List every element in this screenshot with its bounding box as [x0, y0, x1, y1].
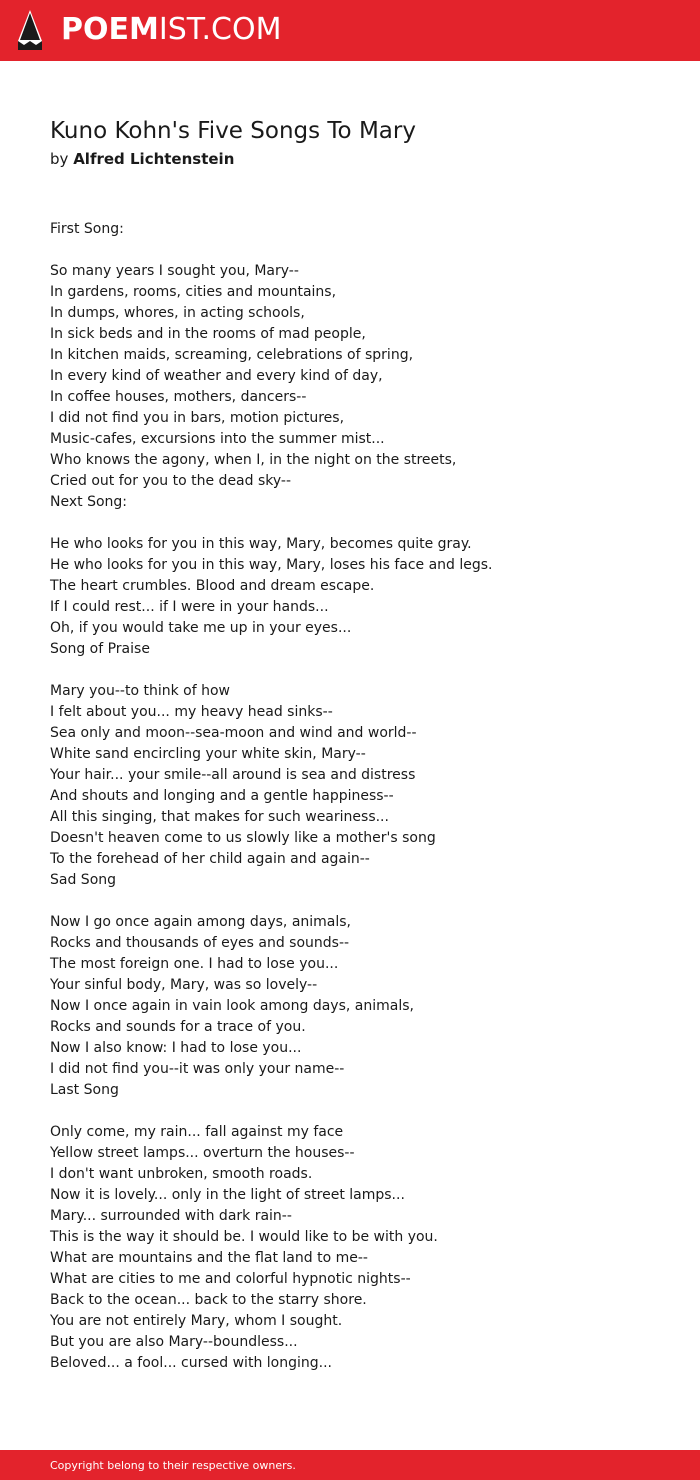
author-name: Alfred Lichtenstein: [73, 150, 235, 168]
site-logo[interactable]: [61, 12, 281, 48]
poem-line: Now it is lovely... only in the light of street lamps...: [50, 1187, 405, 1203]
poem-line: To the forehead of her child again and again--: [50, 851, 370, 867]
poem-line: But you are also Mary--boundless...: [50, 1334, 298, 1350]
poem-line: I don't want unbroken, smooth roads.: [50, 1166, 313, 1182]
poem-line: You are not entirely Mary, whom I sought.: [50, 1313, 343, 1329]
poem-line: First Song:: [50, 221, 124, 237]
poem-line: The heart crumbles. Blood and dream escape.: [50, 578, 375, 594]
poem-line: He who looks for you in this way, Mary, becomes quite gray.: [50, 536, 472, 552]
poem-line: In sick beds and in the rooms of mad people,: [50, 326, 366, 342]
logo-bold-text: POEM: [61, 12, 159, 47]
stanza-break: [50, 240, 670, 261]
poem-line: Beloved... a fool... cursed with longing...: [50, 1355, 332, 1371]
poem-line: Now I once again in vain look among days, animals,: [50, 998, 414, 1014]
poem-line: Sad Song: [50, 872, 117, 888]
poem-line: The most foreign one. I had to lose you...: [50, 956, 339, 972]
poem-line: Back to the ocean... back to the starry shore.: [50, 1292, 367, 1308]
copyright-notice: Copyright belong to their respective owners.: [50, 1459, 296, 1472]
poem-line: Yellow street lamps... overturn the houses--: [50, 1145, 355, 1161]
by-label: by: [50, 150, 69, 168]
poem-line: I felt about you... my heavy head sinks--: [50, 704, 333, 720]
stanza-break: [50, 660, 670, 681]
poem-line: Who knows the agony, when I, in the night on the streets,: [50, 452, 457, 468]
site-header: [0, 0, 700, 61]
poem-line: If I could rest... if I were in your hands...: [50, 599, 329, 615]
poem-line: Last Song: [50, 1082, 119, 1098]
poem-line: Rocks and sounds for a trace of you.: [50, 1019, 306, 1035]
poem-line: Song of Praise: [50, 641, 150, 657]
poem-line: I did not find you in bars, motion pictures,: [50, 410, 345, 426]
stanza-break: [50, 513, 670, 534]
poem-line: And shouts and longing and a gentle happiness--: [50, 788, 394, 804]
pencil-tip-icon[interactable]: [17, 9, 43, 51]
poem-line: All this singing, that makes for such weariness...: [50, 809, 389, 825]
site-footer: [0, 1450, 700, 1480]
poem-line: In every kind of weather and every kind of day,: [50, 368, 383, 384]
poem-line: I did not find you--it was only your name--: [50, 1061, 345, 1077]
poem-line: In gardens, rooms, cities and mountains,: [50, 284, 337, 300]
poem-line: White sand encircling your white skin, Mary--: [50, 746, 366, 762]
poem-line: Cried out for you to the dead sky--: [50, 473, 292, 489]
stanza-break: [50, 1101, 670, 1122]
poem-line: This is the way it should be. I would like to be with you.: [50, 1229, 438, 1245]
poem-line: Your hair... your smile--all around is sea and distress: [50, 767, 416, 783]
poem-line: Rocks and thousands of eyes and sounds--: [50, 935, 350, 951]
poem-line: In coffee houses, mothers, dancers--: [50, 389, 307, 405]
poem-line: What are cities to me and colorful hypnotic nights--: [50, 1271, 411, 1287]
poem-line: Music-cafes, excursions into the summer mist...: [50, 431, 385, 447]
byline: [50, 147, 234, 171]
poem-line: Mary... surrounded with dark rain--: [50, 1208, 292, 1224]
poem-line: So many years I sought you, Mary--: [50, 263, 299, 279]
poem-line: Only come, my rain... fall against my face: [50, 1124, 344, 1140]
poem-title: Kuno Kohn's Five Songs To Mary: [50, 118, 416, 144]
poem-line: Mary you--to think of how: [50, 683, 230, 699]
poem-line: Doesn't heaven come to us slowly like a mother's song: [50, 830, 436, 846]
logo-light-text: IST.COM: [158, 12, 282, 47]
poem-line: In kitchen maids, screaming, celebrations of spring,: [50, 347, 414, 363]
poem-line: What are mountains and the flat land to me--: [50, 1250, 368, 1266]
poem-line: Now I go once again among days, animals,: [50, 914, 352, 930]
poem-body: [50, 219, 670, 1374]
stanza-break: [50, 891, 670, 912]
poem-line: Now I also know: I had to lose you...: [50, 1040, 302, 1056]
poem-line: Sea only and moon--sea-moon and wind and world--: [50, 725, 417, 741]
poem-line: Oh, if you would take me up in your eyes...: [50, 620, 352, 636]
poem-line: Next Song:: [50, 494, 127, 510]
poem-line: In dumps, whores, in acting schools,: [50, 305, 305, 321]
poem-line: Your sinful body, Mary, was so lovely--: [50, 977, 318, 993]
poem-line: He who looks for you in this way, Mary, loses his face and legs.: [50, 557, 493, 573]
